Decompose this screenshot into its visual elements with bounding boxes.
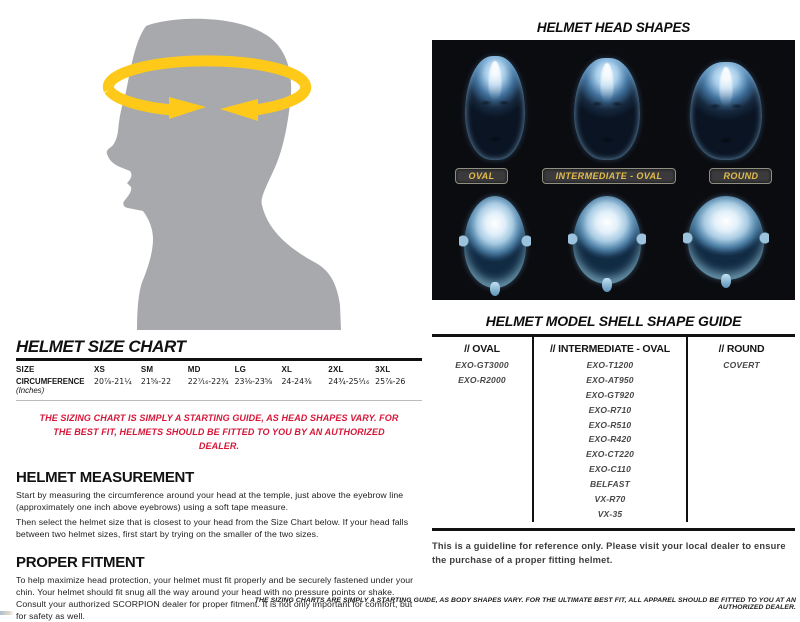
table-bottom-rule	[16, 400, 422, 401]
size-and-fitment-section	[16, 337, 422, 622]
model-name: EXO-CT220	[534, 447, 686, 462]
top-view-heads-row	[432, 196, 795, 288]
intermediate-oval-head-front-image	[574, 58, 640, 160]
front-view-heads-row	[432, 56, 795, 160]
model-name: COVERT	[688, 358, 795, 373]
head-shapes-section	[432, 20, 795, 568]
oval-head-top-image	[464, 196, 526, 288]
model-name: EXO-GT920	[534, 388, 686, 403]
size-range-value: 24¾-25⁵⁄₁₆	[328, 377, 375, 386]
size-range-value: 24-24⅜	[281, 377, 328, 386]
fitment-paragraph: To help maximize head protection, your helmet must fit properly and be securely fastened under your chin. Your helmet should fit snug all the way around your head with no pressure points or shake. Consult your authorized SCORPION dealer for proper fitment. It is not only important for comfort, but for safety as well.	[16, 574, 422, 622]
model-name: EXO-R710	[534, 403, 686, 418]
sizing-warning-text: THE SIZING CHART IS SIMPLY A STARTING GUIDE, AS HEAD SHAPES VARY. FOR THE BEST FIT, HELMETS SHOULD BE FITTED TO YOU BY AN AUTHORIZED DEALER.	[32, 412, 406, 454]
circumference-row-label: CIRCUMFERENCE	[16, 377, 94, 386]
size-column-header: SM	[141, 365, 188, 374]
size-range-value: 21⅝-22	[141, 377, 188, 386]
measurement-title: HELMET MEASUREMENT	[16, 469, 422, 486]
intermediate-oval-models-column	[532, 337, 686, 522]
size-range-value: 22⁷⁄₁₆-22¾	[188, 377, 235, 386]
footer-disclaimer: THE SIZING CHARTS ARE SIMPLY A STARTING GUIDE, AS BODY SHAPES VARY. FOR THE ULTIMATE BEST FIT, ALL APPAREL SHOULD BE FITTED TO YOU AT AN AUTHORIZED DEALER.	[236, 597, 796, 611]
model-name: EXO-GT3000	[432, 358, 532, 373]
head-shapes-panel	[432, 40, 795, 300]
model-name: EXO-C110	[534, 462, 686, 477]
head-shape-label: INTERMEDIATE - OVAL	[542, 168, 677, 184]
head-shape-label: ROUND	[709, 168, 772, 184]
round-head-top-image	[688, 196, 764, 280]
round-column-header: // ROUND	[688, 343, 795, 355]
shape-labels-row	[432, 168, 795, 184]
size-column	[188, 365, 235, 395]
model-name: EXO-AT950	[534, 373, 686, 388]
model-name: EXO-R2000	[432, 373, 532, 388]
head-silhouette-graphic	[22, 4, 386, 338]
head-shape-label: OVAL	[455, 168, 509, 184]
intermediate-oval-head-top-image	[573, 196, 641, 284]
oval-model-list	[432, 358, 532, 388]
size-column-header: MD	[188, 365, 235, 374]
size-range-value: 20⅞-21¼	[94, 377, 141, 386]
round-head-front-image	[690, 62, 762, 160]
round-model-list	[688, 358, 795, 373]
scan-artifact	[0, 611, 14, 615]
oval-models-column	[432, 337, 532, 522]
reference-note: This is a guideline for reference only. Please visit your local dealer to ensure the purchase of a proper fitting helmet.	[432, 540, 795, 568]
size-row-label: SIZE	[16, 365, 94, 374]
title-underline	[16, 358, 422, 361]
size-range-value: 23⅛-23⅝	[235, 377, 282, 386]
size-column	[328, 365, 375, 395]
model-name: EXO-R420	[534, 432, 686, 447]
size-chart-title: HELMET SIZE CHART	[16, 337, 422, 357]
size-range-value: 25⅞-26	[375, 377, 422, 386]
model-name: VX-35	[534, 507, 686, 522]
intermediate-oval-model-list	[534, 358, 686, 522]
model-name: BELFAST	[534, 477, 686, 492]
head-measurement-illustration	[22, 4, 386, 338]
fitment-title: PROPER FITMENT	[16, 554, 422, 571]
oval-column-header: // OVAL	[432, 343, 532, 355]
model-name: EXO-R510	[534, 418, 686, 433]
round-models-column	[686, 337, 795, 522]
size-column	[235, 365, 282, 395]
measurement-paragraph-2: Then select the helmet size that is closest to your head from the Size Chart below. If your head falls between two helmet sizes, first start by trying on the smaller of the two sizes.	[16, 516, 422, 540]
size-columns	[94, 365, 422, 395]
shell-guide-title: HELMET MODEL SHELL SHAPE GUIDE	[432, 313, 795, 329]
size-column	[375, 365, 422, 395]
size-column-header: XL	[281, 365, 328, 374]
size-column-header: LG	[235, 365, 282, 374]
helmet-size-table	[16, 365, 422, 395]
model-name: VX-R70	[534, 492, 686, 507]
oval-head-front-image	[465, 56, 525, 160]
size-table-row-labels	[16, 365, 94, 395]
intermediate-oval-column-header: // INTERMEDIATE - OVAL	[534, 343, 686, 355]
size-column	[281, 365, 328, 395]
measurement-paragraph-1: Start by measuring the circumference around your head at the temple, just above the eyebrow line (approximately one inch above eyebrows) using a soft tape measure.	[16, 489, 422, 513]
model-name: EXO-T1200	[534, 358, 686, 373]
circumference-unit-label: (Inches)	[16, 386, 94, 395]
head-shapes-title: HELMET HEAD SHAPES	[432, 20, 795, 35]
size-column	[141, 365, 188, 395]
size-column-header: 2XL	[328, 365, 375, 374]
shell-shape-guide-table	[432, 334, 795, 531]
size-column-header: XS	[94, 365, 141, 374]
size-column	[94, 365, 141, 395]
size-column-header: 3XL	[375, 365, 422, 374]
